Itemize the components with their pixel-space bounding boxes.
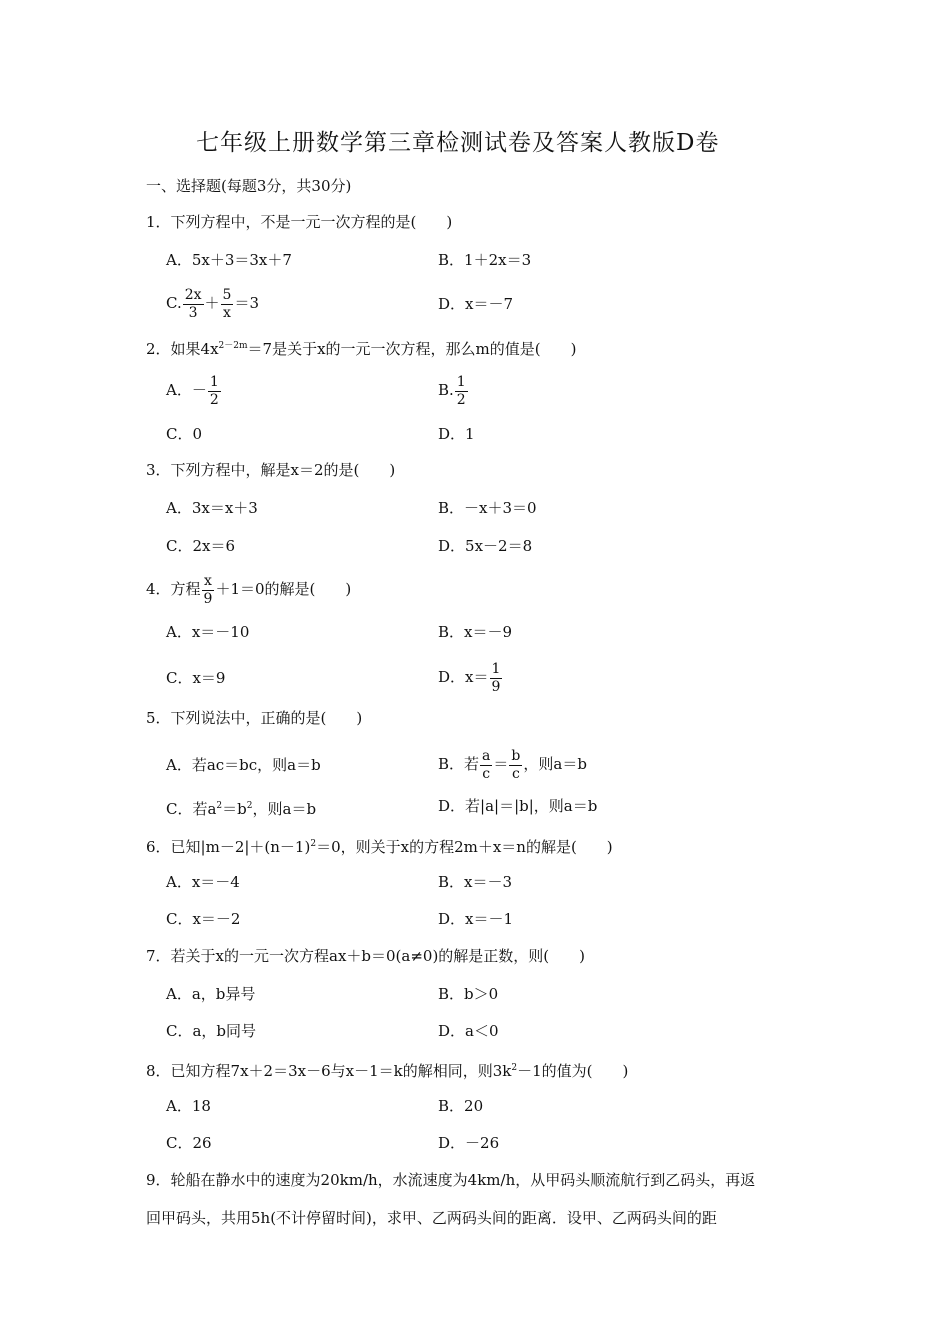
fraction-numerator: 2x xyxy=(184,286,202,303)
option-label: C. xyxy=(166,294,182,312)
page-title: 七年级上册数学第三章检测试卷及答案人教版D卷 xyxy=(196,130,720,156)
fraction-denominator: 2 xyxy=(209,391,219,408)
question-1-option-a: A．5x＋3＝3x＋7 xyxy=(166,251,292,269)
question-1-option-d: D．x＝－7 xyxy=(438,295,514,313)
question-7-option-d: D．a＜0 xyxy=(438,1022,499,1040)
fraction xyxy=(208,374,221,409)
question-1-option-c xyxy=(166,284,259,322)
question-6-stem xyxy=(146,834,613,857)
question-4-option-a: A．x＝－10 xyxy=(166,623,250,641)
question-5-option-d: D．若|a|＝|b|，则a＝b xyxy=(438,797,598,815)
question-7-option-c: C．a，b同号 xyxy=(166,1022,257,1040)
fraction-denominator: x xyxy=(223,304,231,321)
fraction-denominator: c xyxy=(482,765,491,782)
question-4-option-d xyxy=(438,658,503,696)
stem-text: 8．已知方程7x＋2＝3x－6与x－1＝k的解相同，则3k xyxy=(146,1062,512,1080)
question-3-option-a: A．3x＝x＋3 xyxy=(166,499,258,517)
question-3-option-b: B．－x＋3＝0 xyxy=(438,499,537,517)
stem-text: 6．已知|m－2|＋(n－1) xyxy=(146,838,311,856)
exponent: 2 xyxy=(246,801,253,811)
question-2-stem xyxy=(146,336,576,359)
exponent: 2－2m xyxy=(218,341,248,351)
option-label: A．－ xyxy=(166,381,207,399)
stem-text: ＝7是关于x的一元一次方程，那么m的值是( ) xyxy=(247,340,577,358)
fraction-numerator: 5 xyxy=(222,286,232,303)
question-8-option-d: D．－26 xyxy=(438,1134,500,1152)
option-text: C．若a xyxy=(166,800,217,818)
stem-text: 4．方程 xyxy=(146,580,201,598)
fraction-numerator: b xyxy=(511,747,521,764)
question-7-option-b: B．b＞0 xyxy=(438,985,499,1003)
fraction-denominator: 9 xyxy=(491,678,501,695)
stem-text: ＝0，则关于x的方程2m＋x＝n的解是( ) xyxy=(316,838,613,856)
exponent: 2 xyxy=(310,839,317,849)
fraction xyxy=(480,748,492,783)
stem-text: －1的值为( ) xyxy=(517,1062,629,1080)
question-8-option-c: C．26 xyxy=(166,1134,212,1152)
option-text: ，则a＝b xyxy=(523,755,587,773)
question-5-option-a: A．若ac＝bc，则a＝b xyxy=(166,756,321,774)
question-4-option-c: C．x＝9 xyxy=(166,669,226,687)
fraction xyxy=(509,748,522,783)
option-text: B．若 xyxy=(438,755,480,773)
fraction-numerator: x xyxy=(204,572,212,589)
question-9-line-1: 9．轮船在静水中的速度为20km/h，水流速度为4km/h，从甲码头顺流航行到乙码头，再返 xyxy=(146,1171,756,1189)
stem-text: 2．如果4x xyxy=(146,340,219,358)
question-5-option-c xyxy=(166,796,316,819)
question-8-stem xyxy=(146,1058,628,1081)
fraction-numerator: 1 xyxy=(209,373,219,390)
exponent: 2 xyxy=(511,1063,518,1073)
stem-text: ＋1＝0的解是( ) xyxy=(215,580,352,598)
question-2-option-b xyxy=(438,371,469,409)
option-label: B. xyxy=(438,381,454,399)
question-3-option-d: D．5x－2＝8 xyxy=(438,537,533,555)
option-label: D．x＝ xyxy=(438,668,489,686)
question-6-option-b: B．x＝－3 xyxy=(438,873,513,891)
question-5-option-b xyxy=(438,745,587,783)
option-text: ，则a＝b xyxy=(252,800,317,818)
fraction xyxy=(183,287,204,322)
fraction-numerator: a xyxy=(482,747,491,764)
question-3-stem: 3．下列方程中，解是x＝2的是( ) xyxy=(146,461,396,479)
operator: ＝ xyxy=(493,755,509,773)
fraction xyxy=(202,573,215,608)
question-8-option-b: B．20 xyxy=(438,1097,484,1115)
equation-tail: ＝3 xyxy=(234,294,260,312)
question-2-option-a xyxy=(166,371,222,409)
fraction-denominator: c xyxy=(511,765,520,782)
question-6-option-d: D．x＝－1 xyxy=(438,910,514,928)
fraction-numerator: 1 xyxy=(456,373,466,390)
question-6-option-c: C．x＝－2 xyxy=(166,910,241,928)
fraction xyxy=(455,374,468,409)
question-3-option-c: C．2x＝6 xyxy=(166,537,236,555)
question-5-stem: 5．下列说法中，正确的是( ) xyxy=(146,709,363,727)
operator: ＋ xyxy=(204,294,220,312)
question-4-option-b: B．x＝－9 xyxy=(438,623,513,641)
question-7-option-a: A．a，b异号 xyxy=(166,985,256,1003)
question-9-line-2: 回甲码头，共用5h(不计停留时间)，求甲、乙两码头间的距离．设甲、乙两码头间的距 xyxy=(146,1209,717,1227)
fraction-numerator: 1 xyxy=(491,660,501,677)
fraction xyxy=(490,661,503,696)
fraction-denominator: 9 xyxy=(203,590,213,607)
question-2-option-c: C．0 xyxy=(166,425,203,443)
question-7-stem: 7．若关于x的一元一次方程ax＋b＝0(a≠0)的解是正数，则( ) xyxy=(146,947,586,965)
question-2-option-d: D．1 xyxy=(438,425,475,443)
fraction-denominator: 3 xyxy=(188,304,198,321)
question-1-stem: 1．下列方程中，不是一元一次方程的是( ) xyxy=(146,213,453,231)
fraction-denominator: 2 xyxy=(456,391,466,408)
question-1-option-b: B．1＋2x＝3 xyxy=(438,251,532,269)
fraction xyxy=(221,287,234,322)
section-heading: 一、选择题(每题3分，共30分) xyxy=(146,177,352,195)
exponent: 2 xyxy=(216,801,223,811)
option-text: ＝b xyxy=(222,800,247,818)
question-6-option-a: A．x＝－4 xyxy=(166,873,240,891)
question-4-stem xyxy=(146,570,351,608)
question-8-option-a: A．18 xyxy=(166,1097,211,1115)
